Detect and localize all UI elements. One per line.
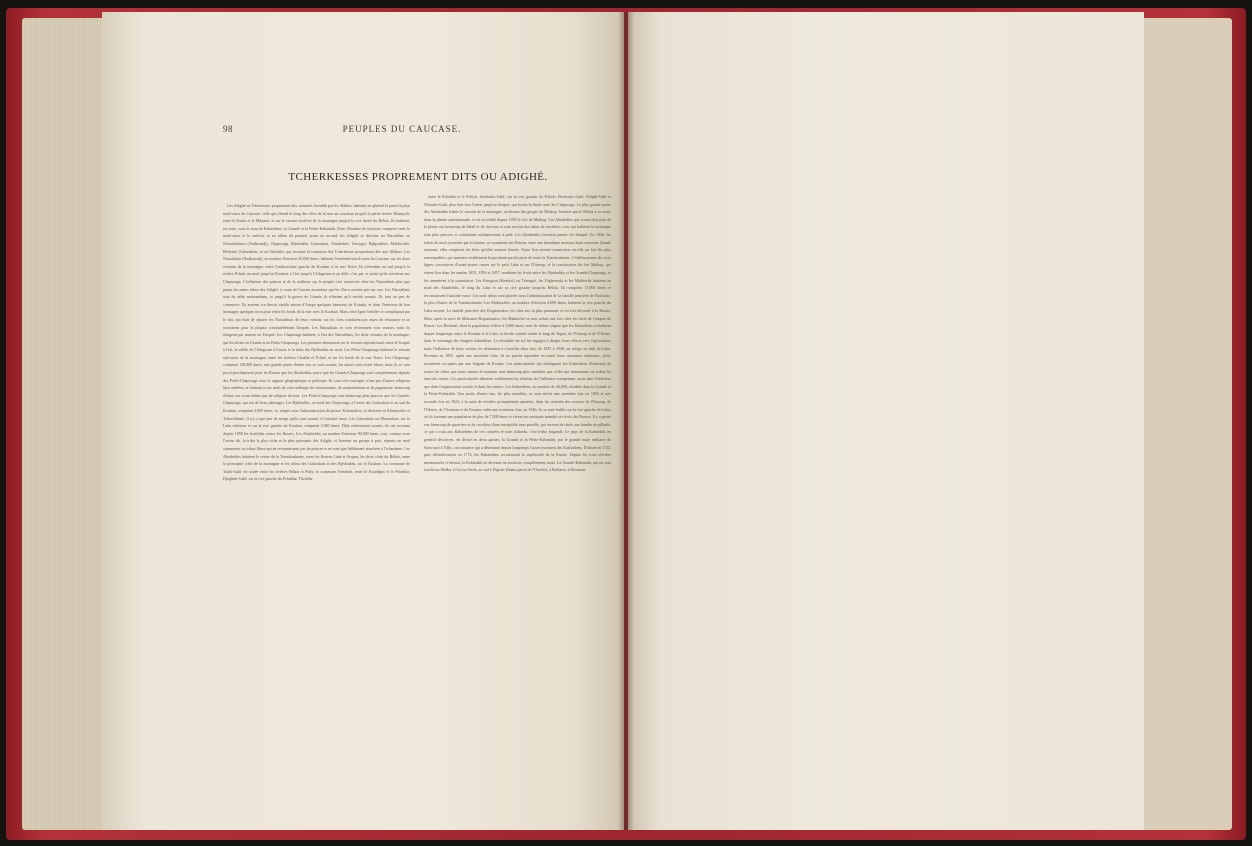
text-column-left [223, 202, 410, 702]
page-block-right [1140, 18, 1232, 830]
page-block-left [22, 18, 112, 830]
running-head-title: PEUPLES DU CAUCASE. [342, 124, 462, 134]
page-number: 98 [223, 124, 233, 134]
body-text-right: entre le Pchekha et le Pchich; Antchoko-Gabl, sur la rive gauche du Pchich; Bechouko-Gabl, Ethghé-Gabl et Nefouko-Gabl, plus loin vers l'ouest jusqu'au Soupse, qui forme la limite avec les Chapsougs. La plus grande partie des Abadzekhs habite le versant de la montagne, au-dessus des gorges de Maikop, formées par le Bélaïa à sa sortie dans la plaine septentrionale, et où est établi depuis 1858 le fort de Maikop. Les Abadzekhs qui vivent plus près de la plaine ont beaucoup de bétail et de chevaux et sont surtout des tribus de cavaliers; ceux qui habitent la montagne sont plus pauvres et combattent ordinairement à pied. Les Abadzekhs n'avaient jamais été dompté. En 1846, les tribus du nord, poussées par la famine, se soumirent aux Russes; mais une abondante moisson étant survenue l'année suivante, elles rompirent les liens qu'elles avaient formés. Aussi leur récente soumission est-elle un fait des plus remarquables, qui annonce visiblement la prochaine pacification de toute la Transkoubanie. L'établissement des trois lignes successives d'avant-postes russes sur le petit Laba et sur l'Ouroup, et la construction du fort Maikop, qui eurent lieu dans les années 1855, 1856 et 1857, rendirent les fruits entre les Abadzekhs et les Grands-Chapsougs, et les amenèrent à la soumission. Les Kemgoui (Kemkoï) ou Témirgoï, les Yéghérouki et les Makhoché habitent au nord des Abadzekhs, le long du Laba et sur sa rive gauche jusqu'au Bélaïa. Ils comptent 15,000 âmes et reconnaissent l'autorité russe. Les trois tribus sont placées sous l'administration de la famille princière de Bolotoko, la plus illustre de la Transkoubanie. Les Makhochès, au nombre d'environ 4,000 âmes, habitent la rive gauche du Laba moyen. La famille princière des Bogarnoukov est chez eux la plus puissante et est très-dévouée à la Russie. Mais, après la mort de Mahomet-Bogarnoukov, les Makhochè se sont enfuis une fois chez les chefs de l'empire de Russie. Les Besleneï, dont la population s'élève à 5,000 âmes, sont de même origine que les Kabardiens et habitent depuis longtemps, entre le Kouban et le Laba, la fertile contrée située le long du Tegen, de l'Ouroup et de l'Okarte, dans le voisinage des émigrés kabardiens. La fécondité du sol les engagea à diriger leurs efforts vers l'agriculture; mais l'influence de leurs voisins les détermina à s'enrichir deux fois, de 1845 à 1848, un refuge au delà du Laba. Revenus en 1855, après une troisième fuite, ils ne purent reprendre en entier leurs anciennes demeures, qu'ils trouvèrent occupées par une brigade de Kosaks. Les particularités qui distinguent les Kabardiens (Kabertaï) de toutes les tribus que nous venons de nommer sont beaucoup plus sensibles que celles qui dominaient ces tribus les unes des autres. Ces particularités dénotent visiblement les résultats de l'influence européenne, aussi dans l'extérieur que dans l'organisation sociale et dans les mœurs. Les Kabardiens, au nombre de 40,000, résident dans la Grande et la Petite-Kabardah. Une partie d'entre eux, les plus instables, se sont enfuis une première fois en 1804 et une seconde fois en 1822, à la suite de révoltes promptement apaisées, dans les contrées des sources de l'Ouroup, de l'Okarte, de l'Azaman et du Kouma; enfin une troisième fois, en 1846, ils se sont établis sur la rive gauche du Laba, où ils forment une population de plus de 7,000 âmes et vivent en constante inimitié vis-à-vis des Russes. Il y a parmi eux beaucoup de guerriers et de cavaliers d'une intrépidité sans pareille, qui servent de chefs aux bandes de pillards, ce qui a valu aux Kabardiens de ces contrées le nom d'abreks, c'est-à-dire brigands. Le pays de la Kabardah, en général découvert, est divisé en deux parties, la Grande et la Petite-Kabardah, par le grande route militaire de Stavropol à Tiflis; circonstance qui a déterminé depuis longtemps l'asservissement des Kabardiens. D'abord en 1722, puis définitivement en 1774, les Kabardiens reconnurent la supériorité de la Russie. Depuis les trois révoltes mentionnées ci-dessus, la Kabardah est devenue un territoire complètement russe. La Grande-Kabardah, qui ne sont touché au Malka, à l'est au Terek, au sud à Digorie (fluant partie de l'Ossétie), à Balkarie, à Khoulam, [424, 194, 611, 473]
book-gutter [618, 12, 634, 830]
chapter-title: TCHERKESSES PROPREMENT DITS OU ADIGHÉ. [288, 171, 548, 183]
text-column-right [424, 193, 611, 705]
right-page-blank [628, 12, 1144, 830]
body-text-left: Les Adighé ou Tcherkesses proprement dits, nommés Azenikh par les Abkhas, habitent en général la partie la plus nord-ouest du Caucase, celle qui s'étend le long des côtes de la mer au couchant jusqu'à la petite rivière Khamych, entre la Soutsi et le Mdymta, et sur le versant nord-est de la montagne jusqu'à la rive droite du Bélaïa. Ils habitent, en outre, sous le nom de Kabardiens, la Grande et la Petite-Kabardah. Dans l'étendue de territoire comprise entre le nord-ouest et le sud-est, et en allant du premier point au second, les Adighé se divisent en Natoukhas ou Natoukhaïtses (Nadkouadj), Chapsougs, Bjédoukhs, Gatioukais, Abadzekhs, Temirgoï, Bjégoukhès, Makhochès, Bésleneï, Kabardiens, et en Oubykhs, qui forment la transition des Tcherkesses proprement dits aux Abkhas. Les Natoukhais (Nadkouadj), au nombre d'environ 50,000 âmes, habitent l'extrémité nord-ouest du Caucase, sur les deux versants de la montagne, entre l'embouchure gauche du Kouban et la mer Noire. Ils s'étendent au sud jusqu'à la rivière Pchad; au nord jusqu'au Kouban, à l'est jusqu'à l'Adagoum et au delà: c'est par ce point qu'ils touchent aux Chapsougs. L'influence des princes et de la noblesse sur le peuple s'est conservée chez les Natoukhais plus que parmi les autres tribus des Adighé, à cause de l'ancien ascendant que les Turcs avaient pris sur eux. Les Natoukhais sont de zélés mahométans, et jusqu'à la guerre de Crimée ils n'étaient qu'à moitié soumis. Ils font un peu de commerce. Ils avaient cru devoir établir autour d'Anapa quelques hameaux de Kouaks, et dans l'intérieur de leur montagne quelques forts pour relier les bords de la mer avec le Kouban. Mais cette ligne fortifiée se compliquait par le fait, qui était de séparer les Natoukhais de leurs voisins; sur les forts n'aidaient pas assez de résistance et se trouvaient pour la plupart continuellement bloqués. Les Natoukhais se sont récemment tous soumis; mais ils émigrent par masses en Turquie. Les Chapsougs habitent, à l'est des Natoukhais, les deux versants de la montagne, qui les divise en Grands et en Petits-Chapsougs. Les premiers demeurent sur le versant septentrional, entre le Soupse à l'est, la vallée de l'Adagoum à l'ouest et la tribu des Bjédoukhs au nord. Les Petits-Chapsougs habitent le versant sud-ouest de la montagne, entre les rivières Chakhé et Pchad, et sur les bords de la mer Noire. Les Chapsougs comptent 150,000 âmes; une grande partie d'entre eux se sont soumis, les autres sont restés libres; mais ils se sont peu à peu dispersés pour les Russes que les Abadzekhs, parce que les Grands-Chapsougs sont complètement séparés des Petits-Chapsougs sous le rapport géographique et politique. Ils sont très-sauvages, n'ont pas d'autres religions bien arrêtées, et forment à eux seuls de cette mélange de christianisme, de mahométisme et de paganisme: beaucoup d'entre eux n'ont même pas de religion du tout. Les Petits-Chapsougs sont beaucoup plus pauvres que les Grands-Chapsougs, qui ont de bons pâturages. Les Bjédoukhs, au nord des Chapsougs, à l'ouest des Gatioukais et au sud du Kouban, comptent 4,000 âmes, et, rangés sous l'administration du prince Kirkanokov, se divisent en Khamychès et Tcherchénais. Il n'y a que peu de temps qu'ils sont soumis à l'autorité russe. Les Gatioukais ou Khatoukaïs, sur le Laba inférieur et sur la rive gauche du Kouban, comptent 3,000 âmes. Déjà entièrement soumis, ils ont reconnu depuis 1850 les hostilités contre les Russes. Les Abadzekhs, au nombre d'environ 90,000 âmes, sont, comme nous l'avons dit, la tribu la plus riche et la plus puissante des Adighé, et forment un groupe à part, répartis en neuf communes ou tribus libres qui ne reconnaissent pas de princes et ne sont que faiblement attachées à l'islamisme. Les Abadzekhs habitent le centre de la Transkoubanie, entre les fleuves Laba et Soupse, les deux côtés du Bélaïa, entre la principale crête de la montagne et les tribus des Gatioukais et des Bjédoukhs, sur le Kouban. La commune de Toubi-Gabl est située entre les rivières Bélaïa et Pchy; la commune Temdech, entre le Kourdjips et le Pchekha; Djeghéte-Gabl, sur la rive gauche du Pchekha; Tlichebs, [223, 203, 410, 482]
